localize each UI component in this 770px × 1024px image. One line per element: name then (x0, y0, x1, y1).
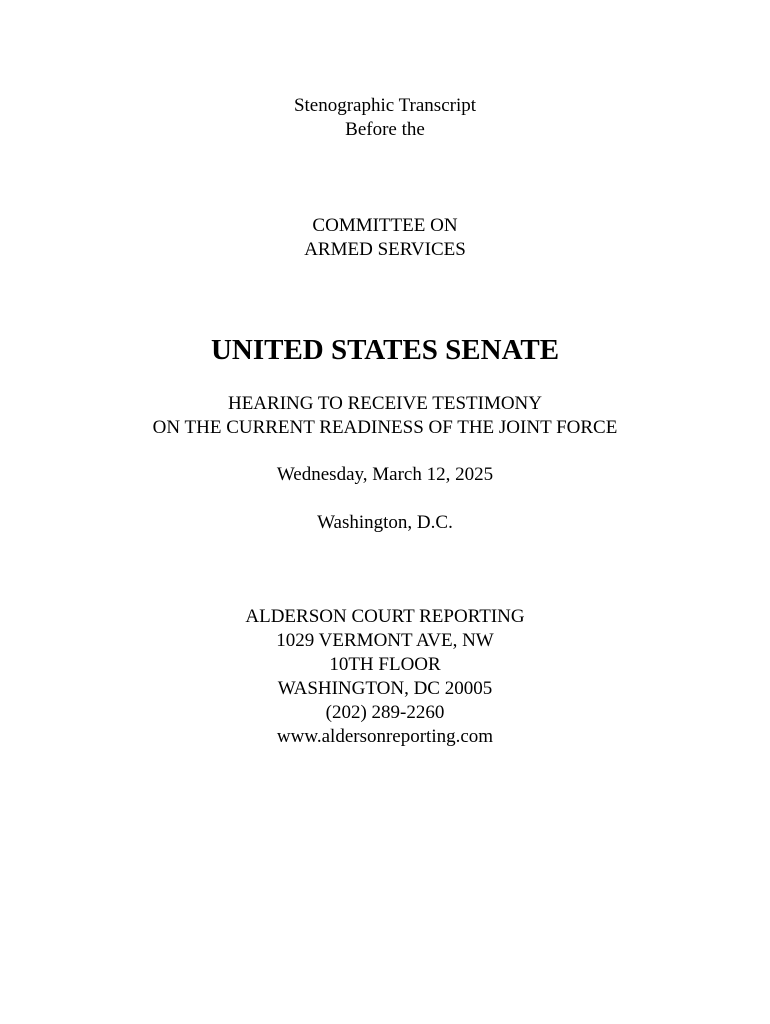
reporter-street: 1029 VERMONT AVE, NW (276, 630, 494, 651)
reporter-name: ALDERSON COURT REPORTING (245, 606, 525, 627)
reporter-website: www.aldersonreporting.com (276, 726, 494, 747)
page-title: UNITED STATES SENATE (210, 334, 560, 366)
reporter-city: WASHINGTON, DC 20005 (277, 678, 493, 699)
hearing-location: Washington, D.C. (317, 512, 453, 533)
hearing-line-1: HEARING TO RECEIVE TESTIMONY (227, 393, 543, 414)
hearing-line-2: ON THE CURRENT READINESS OF THE JOINT FORCE (152, 417, 618, 438)
hearing-date: Wednesday, March 12, 2025 (276, 464, 494, 485)
reporter-floor: 10TH FLOOR (329, 654, 441, 675)
header-line-2: Before the (345, 119, 425, 140)
header-line-1: Stenographic Transcript (293, 95, 477, 116)
committee-line-1: COMMITTEE ON (312, 215, 458, 236)
committee-line-2: ARMED SERVICES (304, 239, 466, 260)
reporter-phone: (202) 289-2260 (325, 702, 445, 723)
